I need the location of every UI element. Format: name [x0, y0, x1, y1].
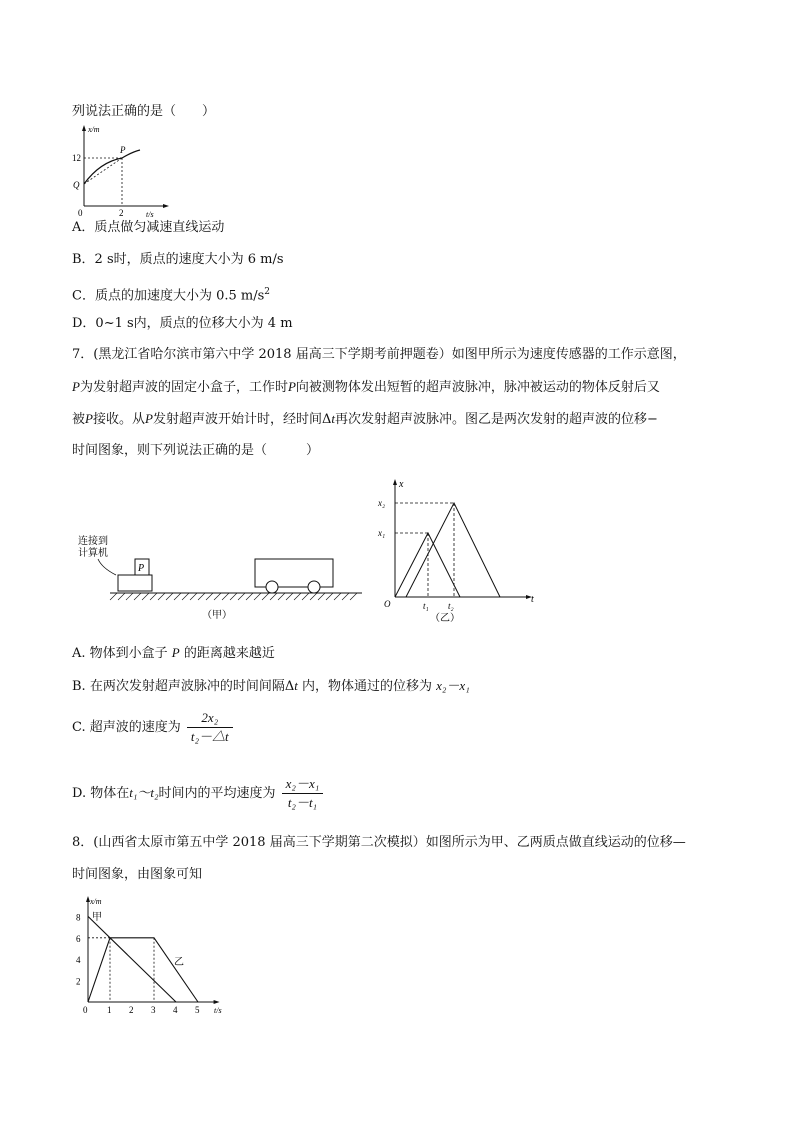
- q6-option-a: A．质点做匀减速直线运动: [72, 220, 225, 235]
- q8-x-tick: 1: [107, 1005, 112, 1015]
- fraction-d: $\frac{\text{x₂－x₁}}{\text{t₂－t₁}}$: [282, 776, 324, 811]
- fraction-c: $\frac{\text{2x₂}}{\text{t₂－△t}}$: [187, 710, 233, 745]
- fig-yi-caption: （乙）: [430, 613, 460, 624]
- q8-y-tick: 4: [76, 955, 81, 966]
- q8-xlabel: t/s: [214, 1006, 222, 1015]
- fig-yi-origin: O: [384, 599, 391, 609]
- q6-option-c: C．质点的加速度大小为 0.5 $m/s^2$: [72, 287, 270, 304]
- graph1-ytick: 12: [72, 153, 81, 163]
- q8-xt-graph: [68, 895, 238, 1020]
- q7-option-c: C. 超声波的速度为 $\frac{\text{2x₂}}{\text{t₂－△t}}$: [72, 710, 233, 746]
- q8-y-tick: 6: [76, 933, 81, 944]
- q6-option-b: B．2 s时，质点的速度大小为 6 m/s: [72, 252, 284, 267]
- q7-option-d: D. 物体在t₁～t₂时间内的平均速度为 $\frac{\text{x₂－x₁}}{\text{t₂－t₁}}$: [72, 775, 323, 812]
- q7-option-a: A. 物体到小盒子 P 的距离越来越近: [72, 645, 275, 661]
- q8-stem-line2: 时间图象，由图象可知: [72, 867, 203, 882]
- q7-stem-line4: 时间图象，则下列说法正确的是（ ）: [72, 443, 320, 458]
- q8-label-yi: 乙: [174, 957, 184, 968]
- q8-origin: 0: [83, 1005, 88, 1015]
- q7-stem-line2: P为发射超声波的固定小盒子，工作时P向被测物体发出短暂的超声波脉冲，脉冲被运动的物体反射后又: [72, 379, 660, 395]
- sensor-box-label: P: [138, 563, 145, 574]
- q8-x-tick: 3: [151, 1005, 156, 1015]
- fig-yi-t2: t₂: [448, 601, 454, 611]
- q7-stem-line3: 被P接收。从P发射超声波开始计时，经时间Δt再次发射超声波脉冲。图乙是两次发射的超声波的位移−: [72, 411, 658, 427]
- q8-ylabel: x/m: [90, 897, 102, 906]
- graph1-ylabel: x/m: [88, 125, 100, 134]
- q8-x-tick: 4: [173, 1005, 178, 1015]
- connect-label-2: 计算机: [78, 548, 108, 559]
- fig-yi-x2: x₂: [378, 498, 386, 508]
- sensor-base: [118, 575, 152, 591]
- q6-option-d: D．0~1 s内，质点的位移大小为 4 m: [72, 316, 293, 331]
- connect-label-1: 连接到: [78, 536, 108, 547]
- graph1-point-p: P: [120, 145, 126, 155]
- q8-series-line-1: [88, 916, 176, 1002]
- fig-yi-t1: t₁: [423, 601, 429, 611]
- q8-y-tick: 8: [76, 912, 81, 923]
- q8-stem-line1: 8．(山西省太原市第五中学 2018 届高三下学期第二次模拟）如图所示为甲、乙两质点做直线运动的位移—: [72, 835, 686, 850]
- fig-yi-x-axis: t: [531, 594, 534, 605]
- fig-jia-sensor-diagram: [72, 532, 372, 622]
- q7-option-b: B. 在两次发射超声波脉冲的时间间隔Δt 内，物体通过的位移为 x₂－x₁: [72, 678, 470, 694]
- q8-x-arrow: [214, 1000, 220, 1004]
- fig-yi-x1: x₁: [378, 528, 386, 538]
- graph1-xtick: 2: [119, 208, 124, 218]
- q8-x-tick: 2: [129, 1005, 134, 1015]
- xt-curve-graph: [70, 122, 170, 222]
- question-stem-fragment: 列说法正确的是（ ）: [72, 104, 216, 119]
- fig-yi-xt-graph: [368, 475, 543, 625]
- q8-y-tick: 2: [76, 976, 81, 987]
- graph1-origin: 0: [78, 208, 83, 218]
- graph1-xlabel: t/s: [146, 210, 154, 219]
- fig-jia-caption: （甲）: [202, 610, 232, 621]
- q8-label-jia: 甲: [92, 912, 102, 923]
- q8-x-tick: 5: [195, 1005, 200, 1015]
- moving-cart: [255, 559, 333, 587]
- graph1-point-q: Q: [73, 180, 80, 190]
- fig-yi-y-axis: x: [399, 479, 404, 490]
- q7-stem-line1: 7．(黑龙江省哈尔滨市第六中学 2018 届高三下学期考前押题卷）如图甲所示为速度传感器的工作示意图，: [72, 347, 686, 362]
